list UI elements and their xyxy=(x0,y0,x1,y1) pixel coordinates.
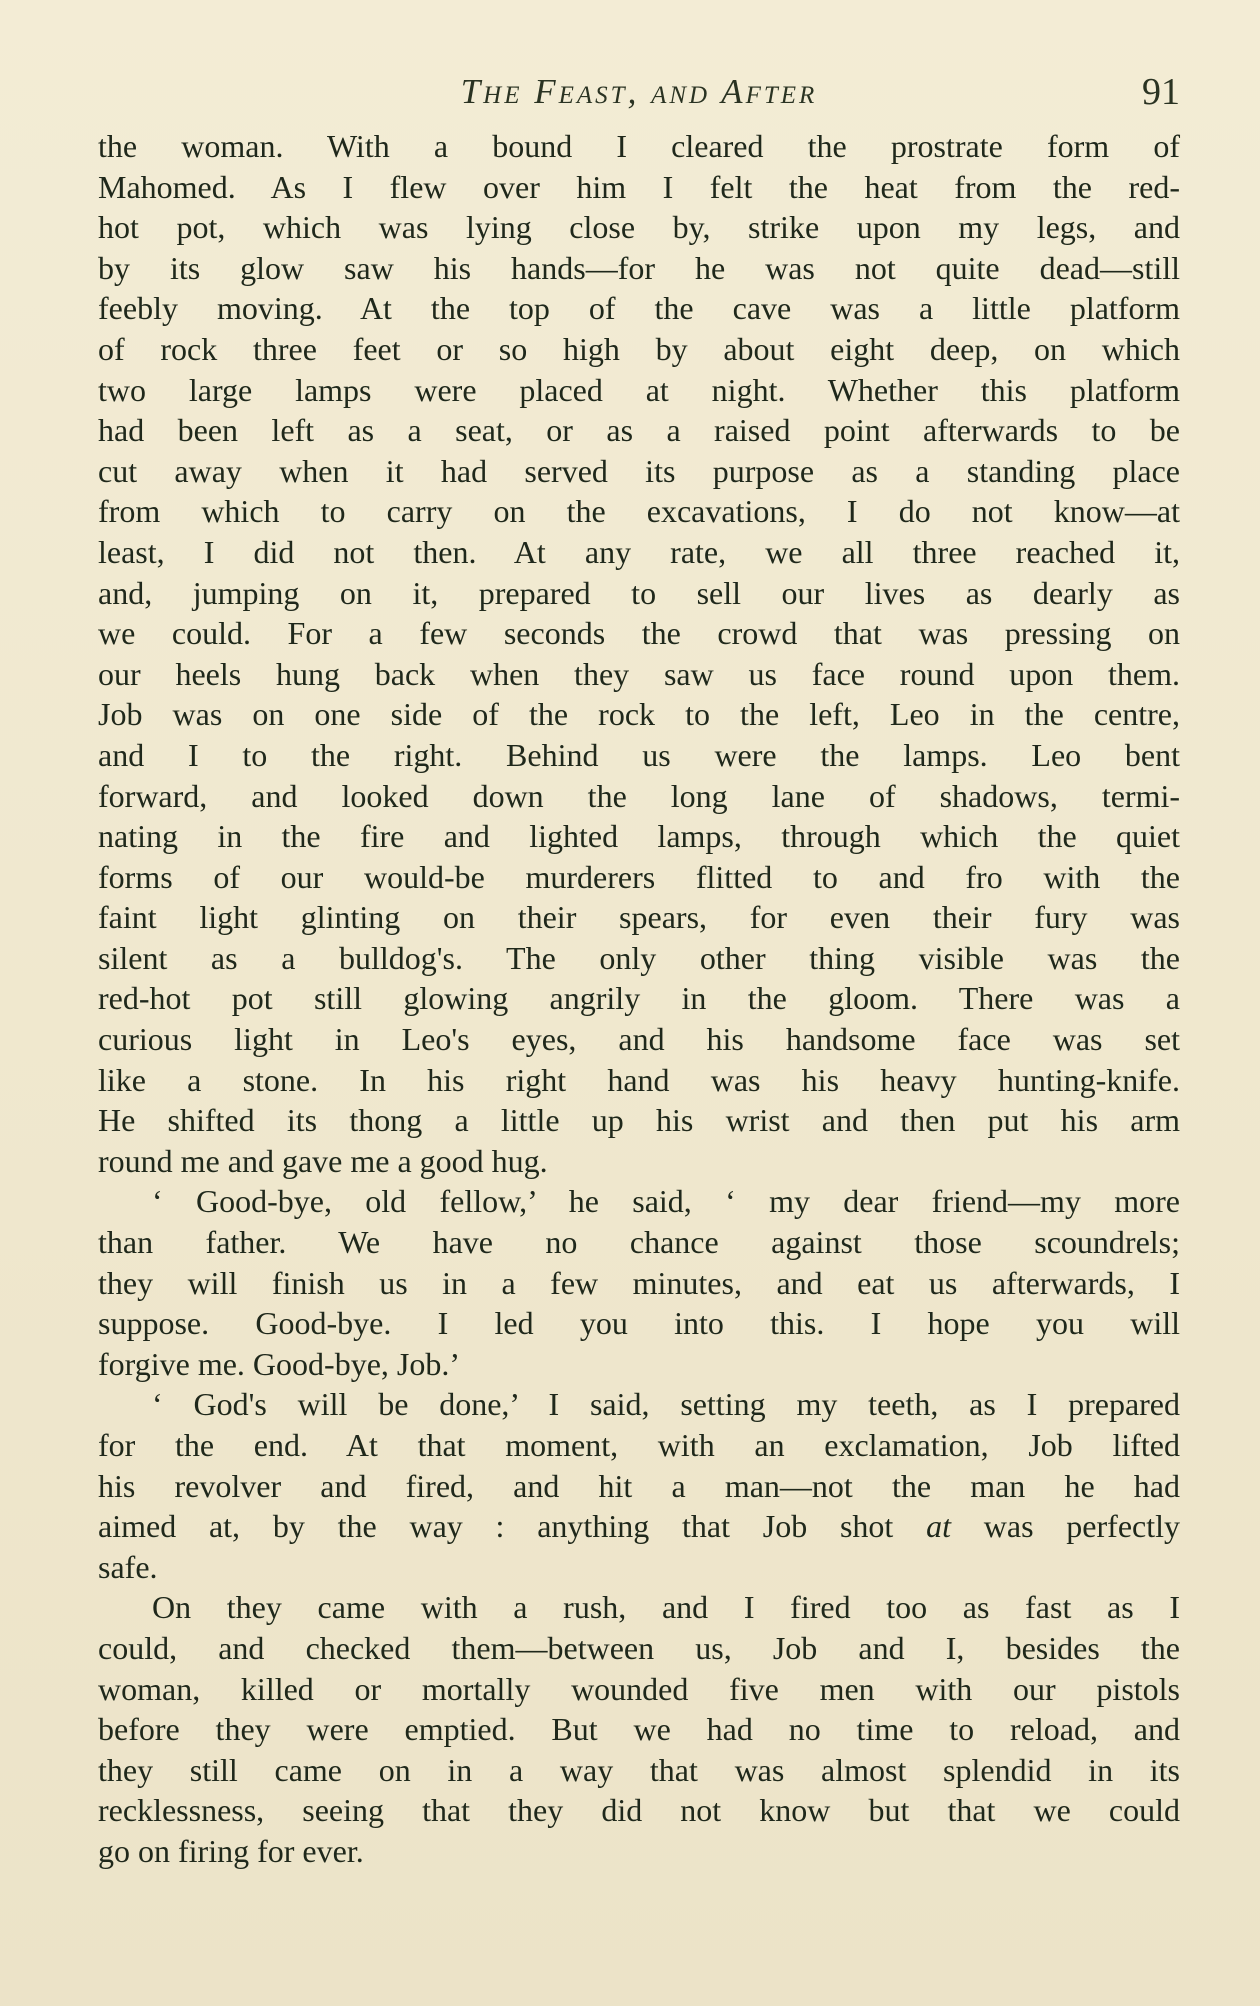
text-line: faint light glinting on their spears, for even their fury was xyxy=(98,899,1180,936)
text-line: recklessness, seeing that they did not know but that we could xyxy=(98,1792,1180,1829)
text-line: cut away when it had served its purpose as a standing place xyxy=(98,452,1180,489)
text-line: least, I did not then. At any rate, we all three reached it, xyxy=(98,533,1180,570)
running-head xyxy=(98,66,1180,118)
text-line: ‘ Good-bye, old fellow,’ he said, ‘ my dear friend—my more xyxy=(152,1183,1180,1220)
text-line: by its glow saw his hands—for he was not quite dead—still xyxy=(98,249,1180,286)
running-title: The Feast, and After xyxy=(460,72,818,111)
text-line: his revolver and fired, and hit a man—not the man he had xyxy=(98,1467,1180,1504)
text-line: than father. We have no chance against those scoundrels; xyxy=(98,1224,1180,1261)
text-line: suppose. Good-bye. I led you into this. I hope you will xyxy=(98,1305,1180,1342)
text-line: for the end. At that moment, with an exclamation, Job lifted xyxy=(98,1427,1180,1463)
text-line: aimed at, by the way : anything that Job shot at was perfectly xyxy=(98,1508,1181,1545)
text-line: hot pot, which was lying close by, strike upon my legs, and xyxy=(98,209,1180,246)
text-line: the woman. With a bound I cleared the prostrate form of xyxy=(98,128,1180,164)
text-line: nating in the fire and lighted lamps, through which the quiet xyxy=(98,818,1180,855)
text-line: our heels hung back when they saw us face round upon them. xyxy=(98,655,1180,692)
text-line: could, and checked them—between us, Job and I, besides the xyxy=(98,1629,1180,1666)
body-text xyxy=(98,126,1180,1872)
text-line: Job was on one side of the rock to the left, Leo in the centre, xyxy=(98,696,1180,733)
text-line: Mahomed. As I flew over him I felt the heat from the red- xyxy=(98,168,1180,205)
text-line: from which to carry on the excavations, I do not know—at xyxy=(98,493,1180,530)
text-line: they will finish us in a few minutes, and eat us afterwards, I xyxy=(98,1264,1180,1301)
text-line: On they came with a rush, and I fired too as fast as I xyxy=(152,1589,1180,1626)
text-line: red-hot pot still glowing angrily in the gloom. There was a xyxy=(98,980,1180,1017)
text-line: forgive me. Good-bye, Job.’ xyxy=(98,1345,460,1382)
text-line: we could. For a few seconds the crowd that was pressing on xyxy=(98,615,1180,652)
text-line: forward, and looked down the long lane of shadows, termi- xyxy=(98,777,1180,814)
text-line: like a stone. In his right hand was his heavy hunting-knife. xyxy=(98,1061,1180,1098)
text-line: forms of our would-be murderers flitted to and fro with the xyxy=(98,858,1180,895)
text-line: woman, killed or mortally wounded five men with our pistols xyxy=(98,1670,1180,1707)
text-line: had been left as a seat, or as a raised point afterwards to be xyxy=(98,412,1180,449)
emphasis-at: at xyxy=(926,1508,951,1545)
text-line: curious light in Leo's eyes, and his handsome face was set xyxy=(98,1021,1180,1058)
text-line: ‘ God's will be done,’ I said, setting my teeth, as I prepared xyxy=(152,1386,1180,1423)
text-line: He shifted its thong a little up his wrist and then put his arm xyxy=(98,1102,1180,1139)
text-line: round me and gave me a good hug. xyxy=(98,1142,548,1179)
text-line: and I to the right. Behind us were the lamps. Leo bent xyxy=(98,736,1180,773)
text-line: of rock three feet or so high by about eight deep, on which xyxy=(98,330,1180,367)
text-line: they still came on in a way that was almost splendid in its xyxy=(98,1751,1180,1788)
text-line: and, jumping on it, prepared to sell our lives as dearly as xyxy=(98,574,1180,611)
text-line: safe. xyxy=(98,1548,158,1585)
text-line: silent as a bulldog's. The only other thing visible was the xyxy=(98,939,1180,976)
text-line: go on firing for ever. xyxy=(98,1832,364,1869)
page-number: 91 xyxy=(1142,71,1180,113)
text-line: feebly moving. At the top of the cave was a little platform xyxy=(98,290,1180,327)
text-line: before they were emptied. But we had no time to reload, and xyxy=(98,1711,1180,1748)
text-line: two large lamps were placed at night. Whether this platform xyxy=(98,371,1180,408)
